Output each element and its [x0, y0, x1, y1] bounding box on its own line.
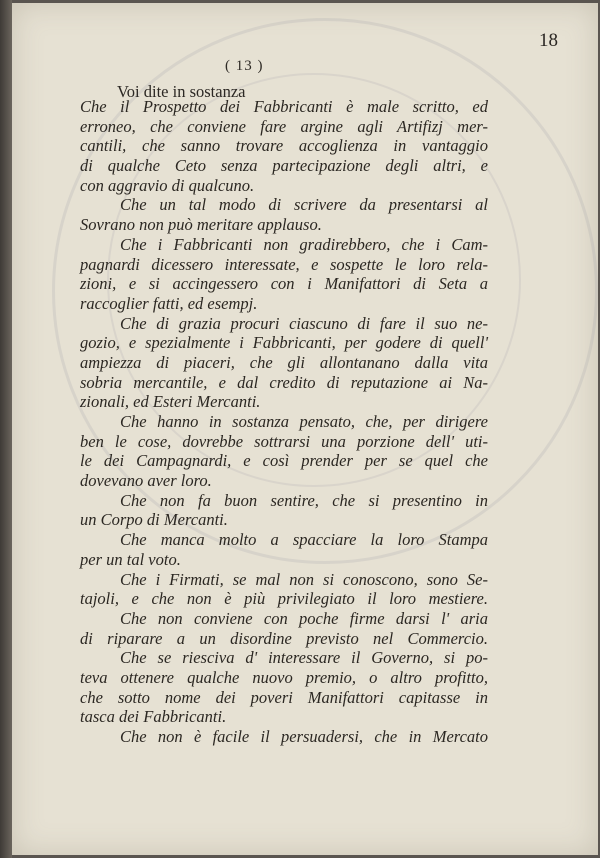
text-line: di qualche Ceto senza partecipazione degli altri, e: [80, 156, 488, 176]
text-line: Che di grazia procuri ciascuno di fare il suo ne-: [120, 313, 488, 333]
text-line: dovevano aver loro.: [80, 471, 212, 491]
book-binding-edge: [0, 0, 12, 858]
text-line: erroneo, che conviene fare argine agli Artifizj mer-: [80, 116, 488, 136]
text-line: Che il Prospetto dei Fabbricanti è male scritto, ed: [80, 97, 488, 116]
text-line: pagnardi dicessero interessate, e sospette le loro rela-: [80, 254, 488, 274]
text-line: Che i Firmati, se mal non si conoscono, sono Se-: [120, 569, 488, 589]
lead-line: Voi dite in sostanza: [117, 82, 246, 101]
text-line: Che manca molto a spacciare la loro Stampa: [120, 530, 488, 550]
text-line: Che non fa buon sentire, che si presentino in: [120, 490, 488, 510]
body-text: [80, 97, 488, 747]
text-line: con aggravio di qualcuno.: [80, 175, 255, 195]
folio-number: 18: [539, 30, 558, 51]
text-line: raccoglier fatti, ed esempj.: [80, 293, 258, 313]
text-line: tajoli, e che non è più privilegiato il loro mestiere.: [80, 589, 488, 609]
text-line: zionali, ed Esteri Mercanti.: [80, 392, 261, 412]
text-line: Che se riesciva d' interessare il Governo, si po-: [120, 648, 488, 668]
text-line: Che non è facile il persuadersi, che in Mercato: [120, 727, 488, 746]
text-line: le dei Campagnardi, e così prender per se quel che: [80, 451, 488, 471]
text-line: Che hanno in sostanza pensato, che, per dirigere: [120, 412, 488, 431]
text-line: per un tal voto.: [80, 549, 181, 569]
text-line: Che un tal modo di scrivere da presentarsi al: [120, 195, 488, 215]
text-line: ben le cose, dovrebbe sottrarsi una porzione dell' uti-: [80, 431, 488, 451]
text-line: gozio, e spezialmente i Fabbricanti, per godere di quell': [80, 333, 488, 353]
text-line: di riparare a un disordine previsto nel Commercio.: [80, 628, 488, 648]
text-line: un Corpo di Mercanti.: [80, 510, 228, 530]
text-line: Che i Fabbricanti non gradirebbero, che i Cam-: [120, 234, 488, 254]
text-line: Sovrano non può meritare applauso.: [80, 215, 322, 235]
text-line: sobria mercantile, e dal credito di reputazione ai Na-: [80, 372, 488, 392]
page-header: ( 13 ): [225, 58, 264, 74]
text-line: ampiezza di piaceri, che gli allontanano dalla vita: [80, 352, 488, 372]
text-line: cantili, che sanno trovare accoglienza in vantaggio: [80, 136, 488, 156]
text-line: tasca dei Fabbricanti.: [80, 707, 227, 727]
text-line: teva ottenere qualche nuovo premio, o altro profitto,: [80, 667, 488, 687]
text-line: Che non conviene con poche firme darsi l' aria: [120, 608, 488, 628]
text-line: zioni, e si accingessero con i Manifattori di Seta a: [80, 274, 488, 294]
text-line: che sotto nome dei poveri Manifattori capitasse in: [80, 687, 488, 707]
